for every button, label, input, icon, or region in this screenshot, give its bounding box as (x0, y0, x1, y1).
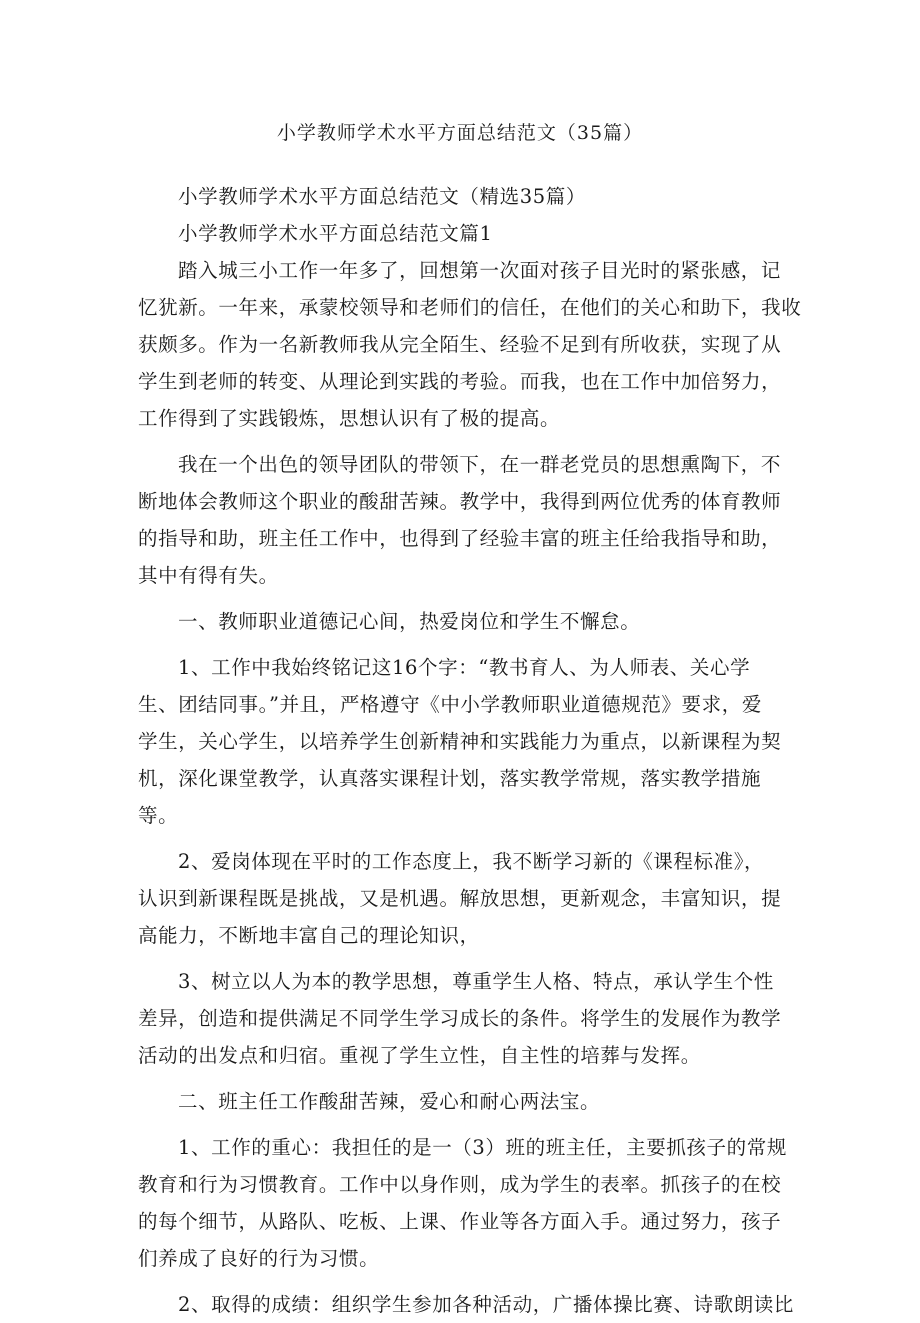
text-line: 生、团结同事。”并且，严格遵守《中小学教师职业道德规范》要求，爱 (138, 693, 762, 716)
text-line: 认识到新课程既是挑战，又是机遇。解放思想，更新观念，丰富知识，提 (138, 887, 782, 910)
text-line: 差异，创造和提供满足不同学生学习成长的条件。将学生的发展作为教学 (138, 1007, 782, 1030)
paragraph-gap (138, 1074, 788, 1083)
text-line: 我在一个出色的领导团队的带领下，在一群老党员的思想熏陶下，不 (178, 453, 782, 476)
paragraph-gap (138, 1120, 788, 1129)
text-line: 小学教师学术水平方面总结范文（精选35篇） (178, 185, 586, 208)
text-line: 活动的出发点和归宿。重视了学生立性，自主性的培葬与发挥。 (138, 1044, 701, 1067)
text-line: 学生，关心学生，以培养学生创新精神和实践能力为重点，以新课程为契 (138, 730, 782, 753)
paragraph-gap (138, 640, 788, 649)
text-line: 1、工作的重心：我担任的是一（3）班的班主任，主要抓孩子的常规 (178, 1136, 787, 1159)
text-line: 断地体会教师这个职业的酸甜苦辣。教学中，我得到两位优秀的体育教师 (138, 490, 782, 513)
text-line: 的指导和助，班主任工作中，也得到了经验丰富的班主任给我指导和助， (138, 527, 782, 550)
text-line: 一、教师职业道德记心间，热爱岗位和学生不懈怠。 (178, 610, 641, 633)
document-title: 小学教师学术水平方面总结范文（35篇） (276, 122, 644, 144)
text-line: 高能力，不断地丰富自己的理论知识， (138, 924, 480, 947)
paragraph-gap (138, 1277, 788, 1286)
text-line: 二、班主任工作酸甜苦辣，爱心和耐心两法宝。 (178, 1090, 601, 1113)
paragraph-gap (138, 834, 788, 843)
text-line: 2、取得的成绩：组织学生参加各种活动，广播体操比赛、诗歌朗读比 (178, 1293, 795, 1316)
text-line: 们养成了良好的行为习惯。 (138, 1247, 380, 1270)
text-line: 的每个细节，从路队、吃板、上课、作业等各方面入手。通过努力，孩子 (138, 1210, 782, 1233)
document-body (138, 178, 802, 1323)
text-line: 学生到老师的转变、从理论到实践的考验。而我，也在工作中加倍努力， (138, 370, 782, 393)
text-line: 机，深化课堂教学，认真落实课程计划，落实教学常规，落实教学措施 (138, 767, 762, 790)
text-line: 其中有得有失。 (138, 564, 279, 587)
text-line: 2、爱岗体现在平时的工作态度上，我不断学习新的《课程标准》， (178, 850, 765, 873)
text-line: 3、树立以人为本的教学思想，尊重学生人格、特点，承认学生个性 (178, 970, 774, 993)
text-line: 小学教师学术水平方面总结范文篇1 (178, 222, 493, 245)
paragraph-gap (138, 437, 788, 446)
text-line: 等。 (138, 804, 179, 827)
text-line: 忆犹新。一年来，承蒙校领导和老师们的信任，在他们的关心和助下，我收 (138, 296, 802, 319)
paragraph-gap (138, 594, 788, 603)
text-line: 1、工作中我始终铭记这16个字：“教书育人、为人师表、关心学 (178, 656, 751, 679)
text-line: 工作得到了实践锻炼，思想认识有了极的提高。 (138, 407, 561, 430)
text-line: 教育和行为习惯教育。工作中以身作则，成为学生的表率。抓孩子的在校 (138, 1173, 782, 1196)
paragraph-gap (138, 954, 788, 963)
text-line: 踏入城三小工作一年多了，回想第一次面对孩子目光时的紧张感，记 (178, 259, 782, 282)
text-line: 获颇多。作为一名新教师我从完全陌生、经验不足到有所收获，实现了从 (138, 333, 782, 356)
